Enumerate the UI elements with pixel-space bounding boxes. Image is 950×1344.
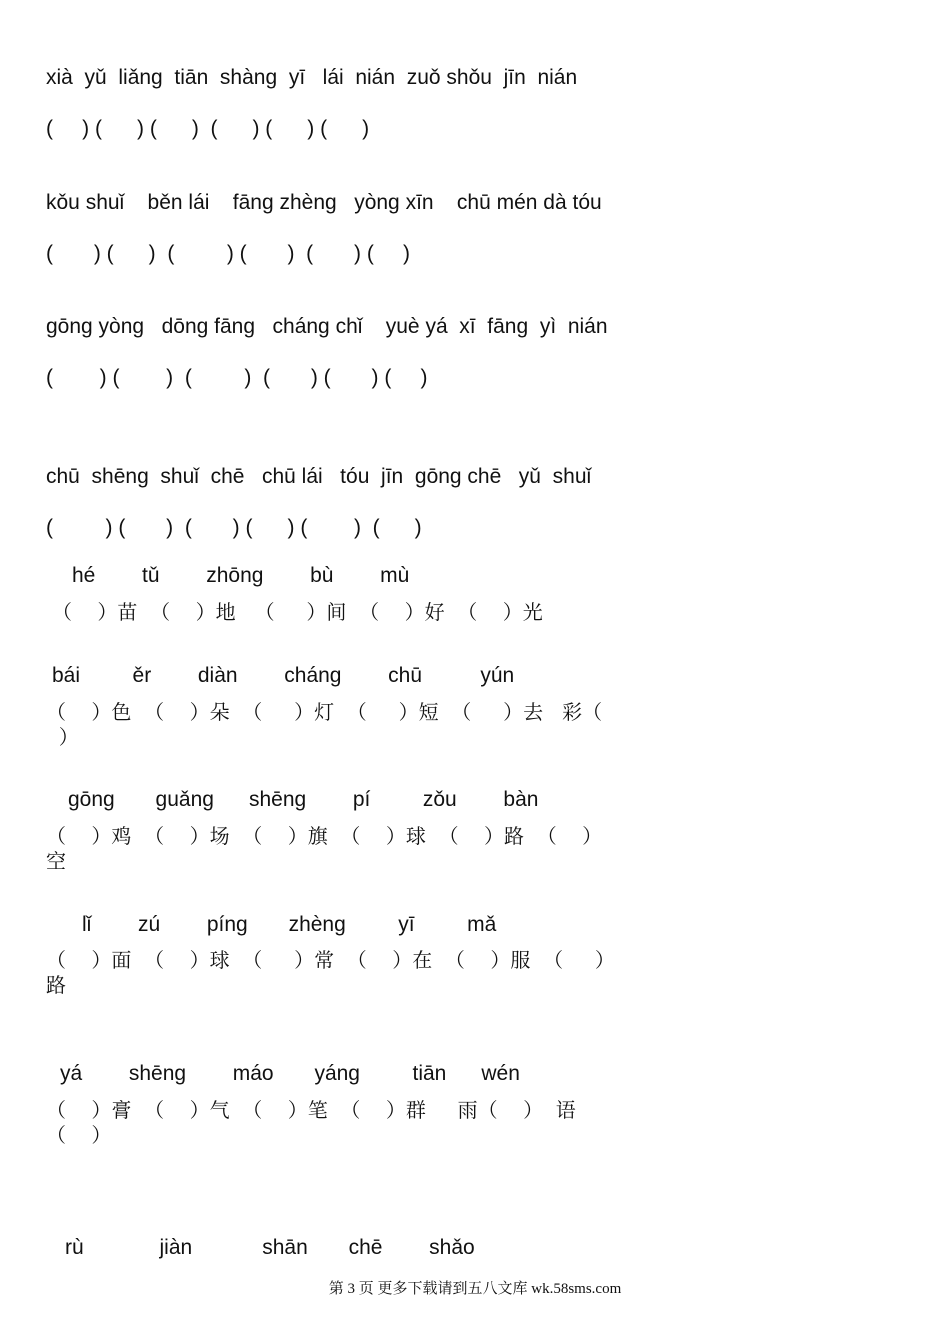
- pinyin-row-4: chū shēng shuǐ chē chū lái tóu jīn gōng chē yǔ shuǐ: [46, 465, 592, 488]
- group-chars-2: （ ）色 （ ）朵 （ ）灯 （ ）短 （ ）去 彩（ ）: [46, 700, 603, 749]
- group-pinyin-6: rù jiàn shān chē shǎo: [65, 1236, 475, 1259]
- group-pinyin-2: bái ěr diàn cháng chū yún: [52, 664, 515, 687]
- group-chars-3: （ ）鸡 （ ）场 （ ）旗 （ ）球 （ ）路 （ ） 空: [46, 824, 603, 873]
- bracket-row-2: ( ) ( ) ( ) ( ) ( ) ( ): [46, 242, 410, 265]
- group-pinyin-1: hé tǔ zhōng bù mù: [72, 564, 410, 587]
- group-chars-4: （ ）面 （ ）球 （ ）常 （ ）在 （ ）服 （ ） 路: [46, 948, 615, 997]
- pinyin-row-1: xià yǔ liǎng tiān shàng yī lái nián zuǒ shǒu jīn nián: [46, 66, 578, 89]
- bracket-row-4: ( ) ( ) ( ) ( ) ( ) ( ): [46, 516, 422, 539]
- group-chars-5: （ ）膏 （ ）气 （ ）笔 （ ）群 雨（ ） 语 （ ）: [46, 1098, 576, 1147]
- bracket-row-3: ( ) ( ) ( ) ( ) ( ) ( ): [46, 366, 428, 389]
- group-chars-1: （ ）苗 （ ）地 （ ）间 （ ）好 （ ）光: [52, 600, 543, 624]
- group-pinyin-3: gōng guǎng shēng pí zǒu bàn: [68, 788, 539, 811]
- pinyin-row-2: kǒu shuǐ běn lái fāng zhèng yòng xīn chū mén dà tóu: [46, 191, 602, 214]
- group-pinyin-4: lǐ zú píng zhèng yī mǎ: [82, 913, 497, 936]
- group-pinyin-5: yá shēng máo yáng tiān wén: [60, 1062, 520, 1085]
- page-footer: 第 3 页 更多下载请到五八文库 wk.58sms.com: [328, 1281, 622, 1297]
- bracket-row-1: ( ) ( ) ( ) ( ) ( ) ( ): [46, 117, 370, 140]
- pinyin-row-3: gōng yòng dōng fāng cháng chǐ yuè yá xī fāng yì nián: [46, 315, 608, 338]
